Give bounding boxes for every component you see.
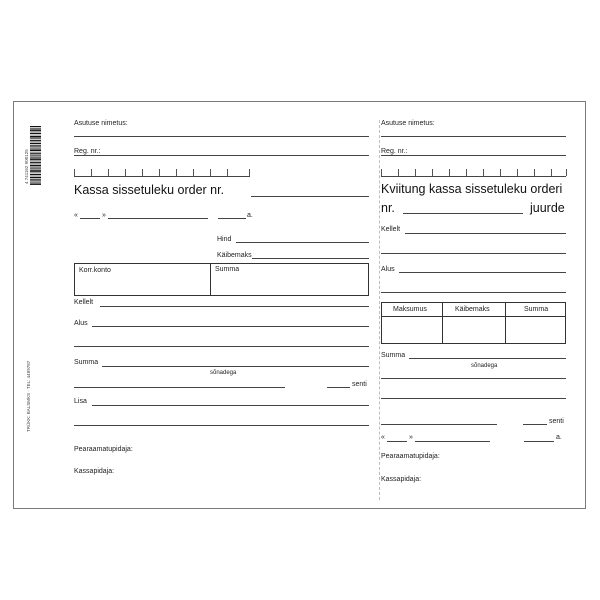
receipt-next-to: juurde xyxy=(530,201,565,215)
date-quote-open: « xyxy=(74,212,78,219)
cents-label: senti xyxy=(352,381,367,388)
receipt-cost-header: Maksumus xyxy=(393,306,427,313)
price-field[interactable] xyxy=(236,242,369,243)
receipt-vat-header: Käibemaks xyxy=(455,306,490,313)
date-day-field[interactable] xyxy=(80,218,100,219)
cashier-label: Kassapidaja: xyxy=(74,468,115,475)
order-number-field[interactable] xyxy=(251,196,369,197)
barcode xyxy=(30,126,44,186)
receipt-sum-words-field-2[interactable] xyxy=(381,398,566,399)
receipt-date-quote-open: « xyxy=(381,434,385,441)
receipt-institution-field[interactable] xyxy=(381,136,566,137)
sum-words-field[interactable] xyxy=(74,387,285,388)
sum-col-header: Summa xyxy=(215,266,240,273)
order-title: Kassa sissetuleku order nr. xyxy=(74,183,225,197)
institution-label: Asutuse nimetus: xyxy=(74,120,128,127)
date-month-field[interactable] xyxy=(108,218,208,219)
institution-field[interactable] xyxy=(74,136,369,137)
price-label: Hind xyxy=(217,236,232,243)
receipt-sum-words-field-3[interactable] xyxy=(381,424,497,425)
receipt-reg-field[interactable] xyxy=(381,155,566,156)
receipt-sum-words-field[interactable] xyxy=(381,378,566,379)
tear-line xyxy=(379,120,380,500)
receipt-order-number-field[interactable] xyxy=(403,213,523,214)
chief-accountant-label: Pearaamatupidaja: xyxy=(74,446,133,453)
cash-receipt-order-form xyxy=(13,101,586,509)
year-suffix: a. xyxy=(247,212,253,219)
sum-label: Summa xyxy=(74,359,99,366)
receipt-title: Kviitung kassa sissetuleku orderi xyxy=(381,182,563,196)
receipt-reg-label: Reg. nr.: xyxy=(381,148,408,155)
receipt-cents-label: senti xyxy=(549,418,564,425)
receipt-date-month-field[interactable] xyxy=(415,441,490,442)
barcode-number: 4 741162 900125 xyxy=(24,149,29,184)
date-quote-close: » xyxy=(102,212,106,219)
receipt-cashier-label: Kassapidaja: xyxy=(381,476,422,483)
extra-label: Lisa xyxy=(74,398,87,405)
from-field[interactable] xyxy=(100,306,369,307)
receipt-reg-digit-boxes[interactable] xyxy=(381,176,566,177)
vat-field[interactable] xyxy=(252,258,369,259)
vat-label: Käibemaks xyxy=(217,252,252,259)
receipt-basis-field-2[interactable] xyxy=(381,292,566,293)
receipt-from-label: Kellelt xyxy=(381,226,401,233)
basis-field[interactable] xyxy=(92,326,369,327)
receipt-from-field-2[interactable] xyxy=(381,253,566,254)
receipt-sum-label: Summa xyxy=(381,352,406,359)
basis-label: Alus xyxy=(74,320,88,327)
receipt-from-field[interactable] xyxy=(405,233,566,234)
in-words-caption: sõnadega xyxy=(210,370,237,376)
receipt-cents-field[interactable] xyxy=(523,424,547,425)
basis-field-2[interactable] xyxy=(74,346,369,347)
receipt-date-quote-close: » xyxy=(409,434,413,441)
receipt-in-words-caption: sõnadega xyxy=(471,363,498,369)
extra-field[interactable] xyxy=(92,405,369,406)
receipt-institution-label: Asutuse nimetus: xyxy=(381,120,435,127)
extra-field-2[interactable] xyxy=(74,425,369,426)
receipt-date-day-field[interactable] xyxy=(387,441,407,442)
reg-field[interactable] xyxy=(74,155,369,156)
receipt-sum-header: Summa xyxy=(524,306,549,313)
receipt-sum-field[interactable] xyxy=(409,358,566,359)
date-year-field[interactable] xyxy=(218,218,246,219)
from-label: Kellelt xyxy=(74,299,94,306)
receipt-date-year-field[interactable] xyxy=(524,441,554,442)
receipt-basis-label: Alus xyxy=(381,266,395,273)
reg-label: Reg. nr.: xyxy=(74,148,101,155)
printer-info: TRÜKK: BALSMKS · TEL: 4489787 xyxy=(26,360,31,432)
cents-field[interactable] xyxy=(327,387,350,388)
receipt-nr-label: nr. xyxy=(381,201,395,215)
receipt-chief-accountant-label: Pearaamatupidaja: xyxy=(381,453,440,460)
account-col-header: Korr.konto xyxy=(79,267,111,274)
sum-field[interactable] xyxy=(102,366,369,367)
receipt-year-suffix: a. xyxy=(556,434,562,441)
reg-digit-boxes[interactable] xyxy=(74,176,250,177)
receipt-basis-field[interactable] xyxy=(399,272,566,273)
